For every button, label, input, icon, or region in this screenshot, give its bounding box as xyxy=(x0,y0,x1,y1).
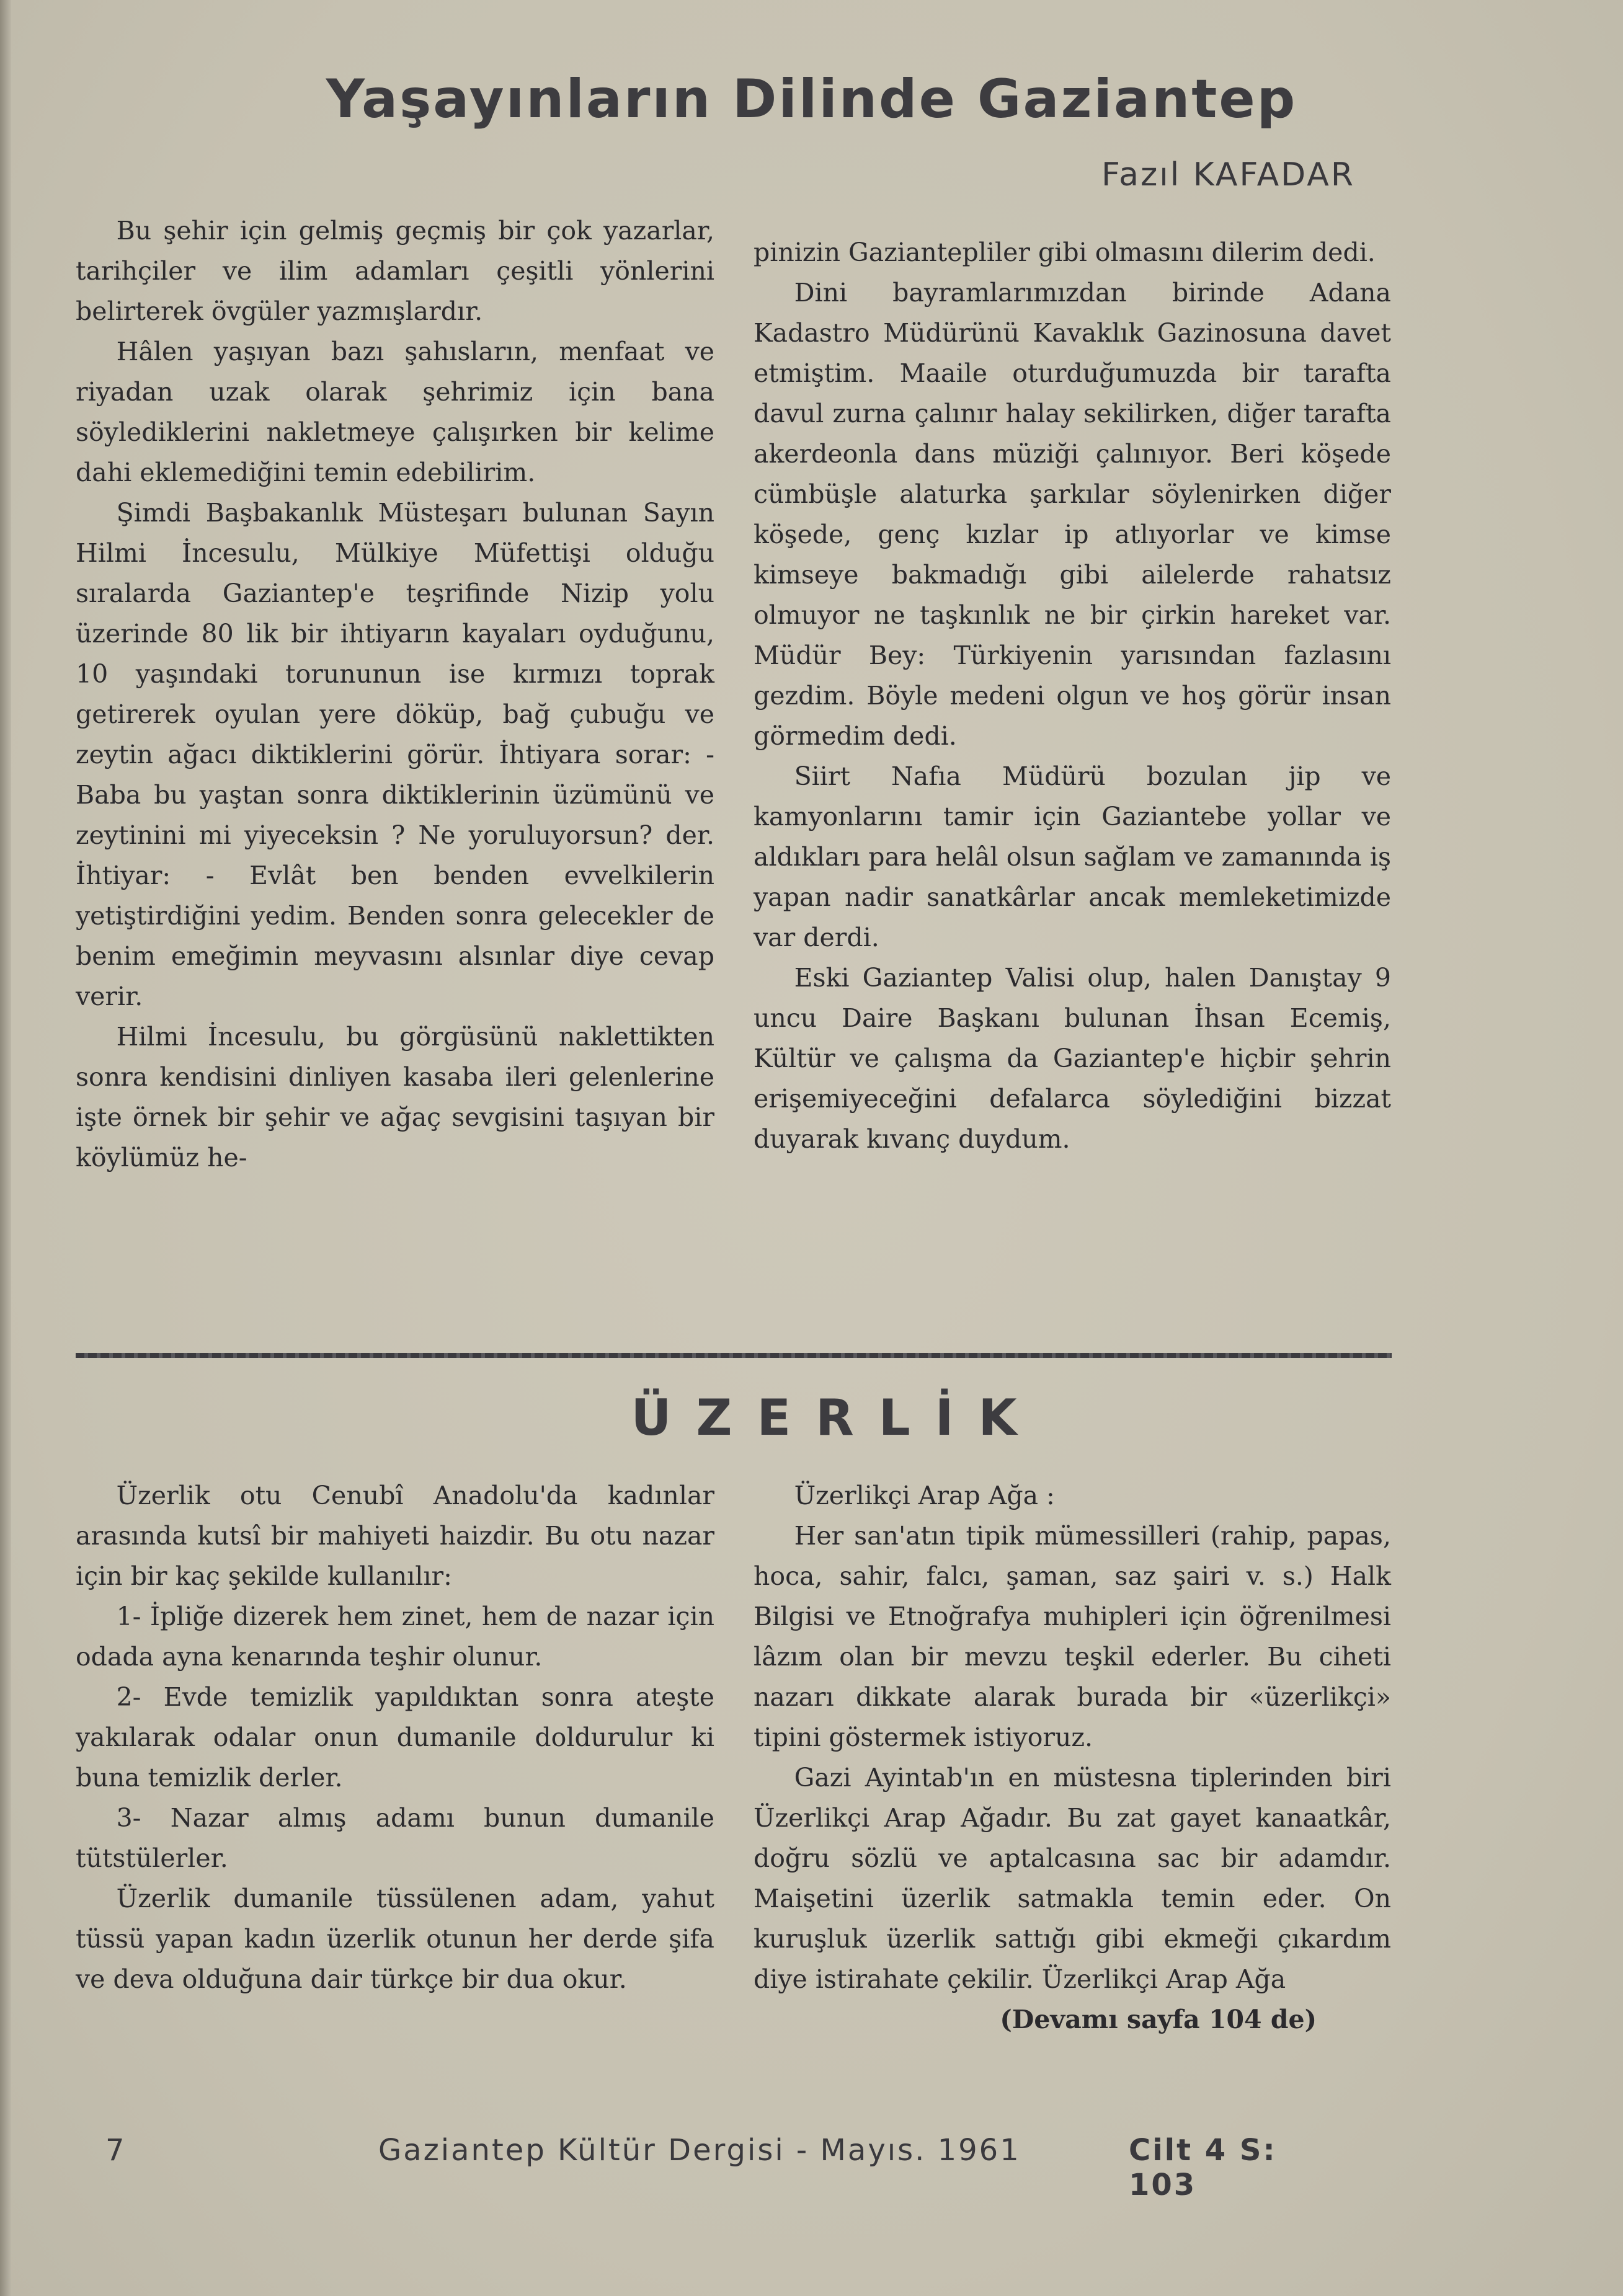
paragraph: 2- Evde temizlik yapıldıktan sonra ateşte yakılarak odalar onun dumanile doldurulur ki buna temizlik derler. xyxy=(76,1682,714,1793)
paragraph: Şimdi Başbakanlık Müsteşarı bulunan Sayın Hilmi İncesulu, Mülkiye Müfettişi olduğu sıralarda Gaziantep'e teşrifinde Nizip yolu üzerinde 80 lik bir ihtiyarın kayaları oyduğunu, 10 yaşındaki torununun ise kırmızı toprak getirerek oyulan yere döküp, bağ çubuğu ve zeytin ağacı diktiklerini görür. İhtiyara sorar: - Baba bu yaştan sonra diktiklerinin üzümünü ve zeytinini mi yiyeceksin ? Ne yoruluyorsun? der. İhtiyar: - Evlât ben benden evvelkilerin yetiştirdiğini yedim. Benden sonra gelecekler de benim emeğimin meyvasını alsınlar diye cevap verir. xyxy=(76,498,714,1011)
article-title: Yaşayınların Dilinde Gaziantep xyxy=(326,68,1297,130)
article-author: Fazıl KAFADAR xyxy=(1101,156,1355,193)
article-column-left xyxy=(76,211,714,1178)
volume-info: Cilt 4 S: 103 xyxy=(1129,2133,1277,2202)
paragraph: 3- Nazar almış adamı bunun dumanile tütstülerler. xyxy=(76,1803,714,1873)
section-title: ÜZERLİK xyxy=(631,1389,1042,1447)
subheading: Üzerlikçi Arap Ağa : xyxy=(794,1481,1055,1510)
page-spine-shadow xyxy=(0,0,11,2296)
paragraph: Üzerlik dumanile tüssülenen adam, yahut tüssü yapan kadın üzerlik otunun her derde şifa ve deva olduğuna dair türkçe bir dua okur. xyxy=(76,1884,714,1994)
paragraph: Dini bayramlarımızdan birinde Adana Kadastro Müdürünü Kavaklık Gazinosuna davet etmiştim. Maaile oturduğumuzda bir tarafta davul zurna çalınır halay sekilirken, diğer tarafta akerdeonla dans müziği çalınıyor. Beri köşede cümbüşle alaturka şarkılar söylenirken diğer köşede, genç kızlar ip atlıyorlar ve kimse kimseye bakmadığı gibi ailelerde rahatsız olmuyor ne taşkınlık ne bir çirkin hareket var. Müdür Bey: Türkiyenin yarısından fazlasını gezdim. Böyle medeni olgun ve hoş görür insan görmedim dedi. xyxy=(754,278,1391,751)
paragraph: Hâlen yaşıyan bazı şahısların, menfaat ve riyadan uzak olarak şehrimiz için bana söylediklerini nakletmeye çalışırken bir kelime dahi eklemediğini temin edebilirim. xyxy=(76,337,714,487)
paragraph: Her san'atın tipik mümessilleri (rahip, papas, hoca, sahir, falcı, şaman, saz şairi v. s.) Halk Bilgisi ve Etnoğrafya muhipleri için öğrenilmesi lâzım olan bir mevzu teşkil ederler. Bu ciheti nazarı dikkate alarak burada bir «üzerlikçi» tipini göstermek istiyoruz. xyxy=(754,1521,1391,1752)
section-divider xyxy=(76,1353,1392,1358)
paragraph: Gazi Ayintab'ın en müstesna tiplerinden biri Üzerlikçi Arap Ağadır. Bu zat gayet kanaatkâr, doğru sözlü ve aptalcasına sac bir adamdır. Maişetini üzerlik satmakla temin eder. On kuruşluk üzerlik sattığı gibi ekmeği çıkardım diye istirahate çekilir. Üzerlikçi Arap Ağa xyxy=(754,1763,1391,1994)
paragraph: pinizin Gaziantepliler gibi olmasını dilerim dedi. xyxy=(754,237,1376,267)
continued-note: (Devamı sayfa 104 de) xyxy=(1000,2005,1317,2034)
publication-info: Gaziantep Kültür Dergisi - Mayıs. 1961 xyxy=(378,2133,1021,2168)
page-number: 7 xyxy=(105,2133,127,2168)
paragraph: Bu şehir için gelmiş geçmiş bir çok yazarlar, tarihçiler ve ilim adamları çeşitli yönlerini belirterek övgüler yazmışlardır. xyxy=(76,216,714,326)
section-column-right xyxy=(754,1476,1391,2040)
paragraph: Eski Gaziantep Valisi olup, halen Danıştay 9 uncu Daire Başkanı bulunan İhsan Ecemiş, Kültür ve çalışma da Gaziantep'e hiçbir şehrin erişemiyeceğini defalarca söylediğini bizzat duyarak kıvanç duydum. xyxy=(754,963,1391,1154)
section-column-left xyxy=(76,1476,714,2000)
paragraph: 1- İpliğe dizerek hem zinet, hem de nazar için odada ayna kenarında teşhir olunur. xyxy=(76,1602,714,1672)
paragraph: Üzerlik otu Cenubî Anadolu'da kadınlar arasında kutsî bir mahiyeti haizdir. Bu otu nazar için bir kaç şekilde kullanılır: xyxy=(76,1481,714,1591)
paragraph: Siirt Nafıa Müdürü bozulan jip ve kamyonlarını tamir için Gaziantebe yollar ve aldıkları para helâl olsun sağlam ve zamanında iş yapan nadir sanatkârlar ancak memleketimizde var derdi. xyxy=(754,761,1391,952)
article-column-right xyxy=(754,233,1391,1159)
paragraph: Hilmi İncesulu, bu görgüsünü naklettikten sonra kendisini dinliyen kasaba ileri gelenlerine işte örnek bir şehir ve ağaç sevgisini taşıyan bir köylümüz he- xyxy=(76,1022,714,1172)
